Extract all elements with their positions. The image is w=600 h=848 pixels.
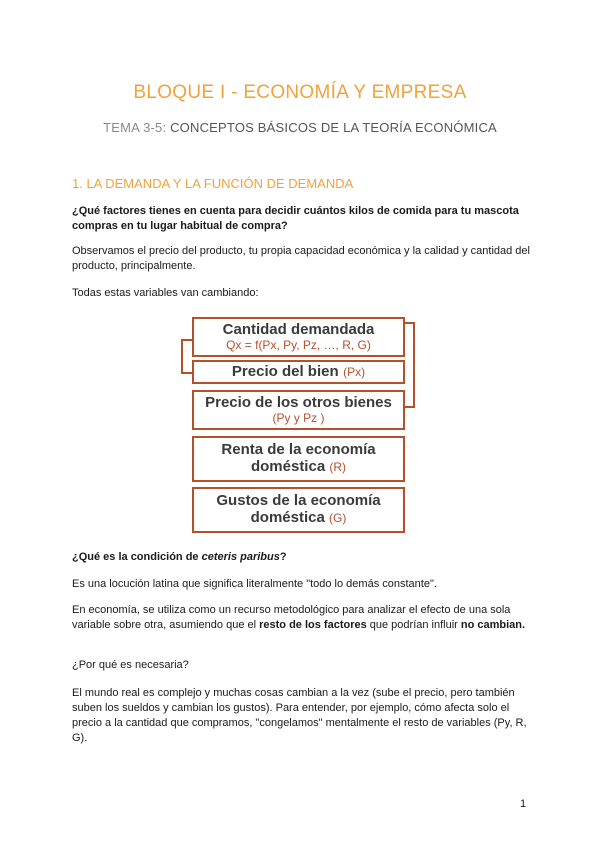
subtitle-tema: TEMA 3-5: — [103, 120, 167, 135]
box-gustos — [192, 487, 405, 533]
p4-bold-resto: resto de los factores — [259, 619, 367, 631]
paragraph-4 — [72, 603, 534, 633]
box1-title: Cantidad demandada — [222, 321, 375, 338]
box2-sub: (Px) — [343, 365, 366, 379]
question-2 — [72, 550, 534, 565]
box1-formula: Qx = f(Px, Py, Pz, …, R, G) — [226, 338, 371, 352]
question-1: ¿Qué factores tienes en cuenta para decidir cuántos kilos de comida para tu mascota compras en tu lugar habitual de compra? — [72, 205, 519, 232]
box4-title-b: doméstica — [250, 458, 326, 475]
left-bracket — [182, 340, 192, 373]
box-renta — [192, 436, 405, 482]
box3-sub: (Py y Pz ) — [272, 411, 325, 425]
p4-c: que podrían influir — [366, 619, 461, 631]
box5-title-line2 — [194, 509, 403, 526]
box4-title-a: Renta de la economía — [221, 441, 376, 458]
p4-a: En economía, se utiliza como un recurso metodológico para analizar el efecto de una sola variable sobre otra, asumiendo que el — [72, 604, 511, 631]
paragraph-2: Todas estas variables van cambiando: — [72, 287, 259, 299]
question-3: ¿Por qué es necesaria? — [72, 659, 189, 671]
paragraph-1: Observamos el precio del producto, tu propia capacidad económica y la calidad y cantidad del producto, principalmente. — [72, 245, 530, 272]
subtitle-rest: CONCEPTOS BÁSICOS DE LA TEORÍA ECONÓMICA — [166, 120, 497, 135]
q2-suffix: ? — [279, 551, 287, 563]
box5-title-a: Gustos de la economía — [216, 492, 381, 509]
box2-title: Precio del bien — [231, 363, 339, 380]
q2-prefix: ¿Qué es la condición de — [72, 551, 202, 563]
box-cantidad-demandada — [192, 317, 405, 357]
box-precio-otros — [192, 390, 405, 430]
page-number: 1 — [520, 798, 527, 810]
box4-sub: (R) — [329, 460, 347, 474]
box5-title-b: doméstica — [250, 509, 325, 526]
document-title: BLOQUE I - ECONOMÍA Y EMPRESA — [133, 82, 467, 103]
box3-title: Precio de los otros bienes — [205, 394, 392, 411]
paragraph-5: El mundo real es complejo y muchas cosas cambian a la vez (sube el precio, pero también suben los sueldos y cambian los gustos). Para entender, por ejemplo, cómo afecta solo el precio a la cantidad que compramos, "congelamos" mentalmente el resto de variables (Py, R, G). — [72, 687, 527, 744]
right-bracket — [405, 323, 414, 407]
box4-title-line2 — [194, 458, 403, 475]
p4-bold-no-cambian: no cambian. — [460, 619, 526, 631]
paragraph-3: Es una locución latina que significa literalmente "todo lo demás constante". — [72, 578, 437, 590]
section-heading: 1. LA DEMANDA Y LA FUNCIÓN DE DEMANDA — [72, 176, 354, 191]
box5-sub: (G) — [329, 511, 347, 525]
q2-italic: ceteris paribus — [201, 551, 280, 563]
box-precio-bien — [192, 360, 405, 384]
